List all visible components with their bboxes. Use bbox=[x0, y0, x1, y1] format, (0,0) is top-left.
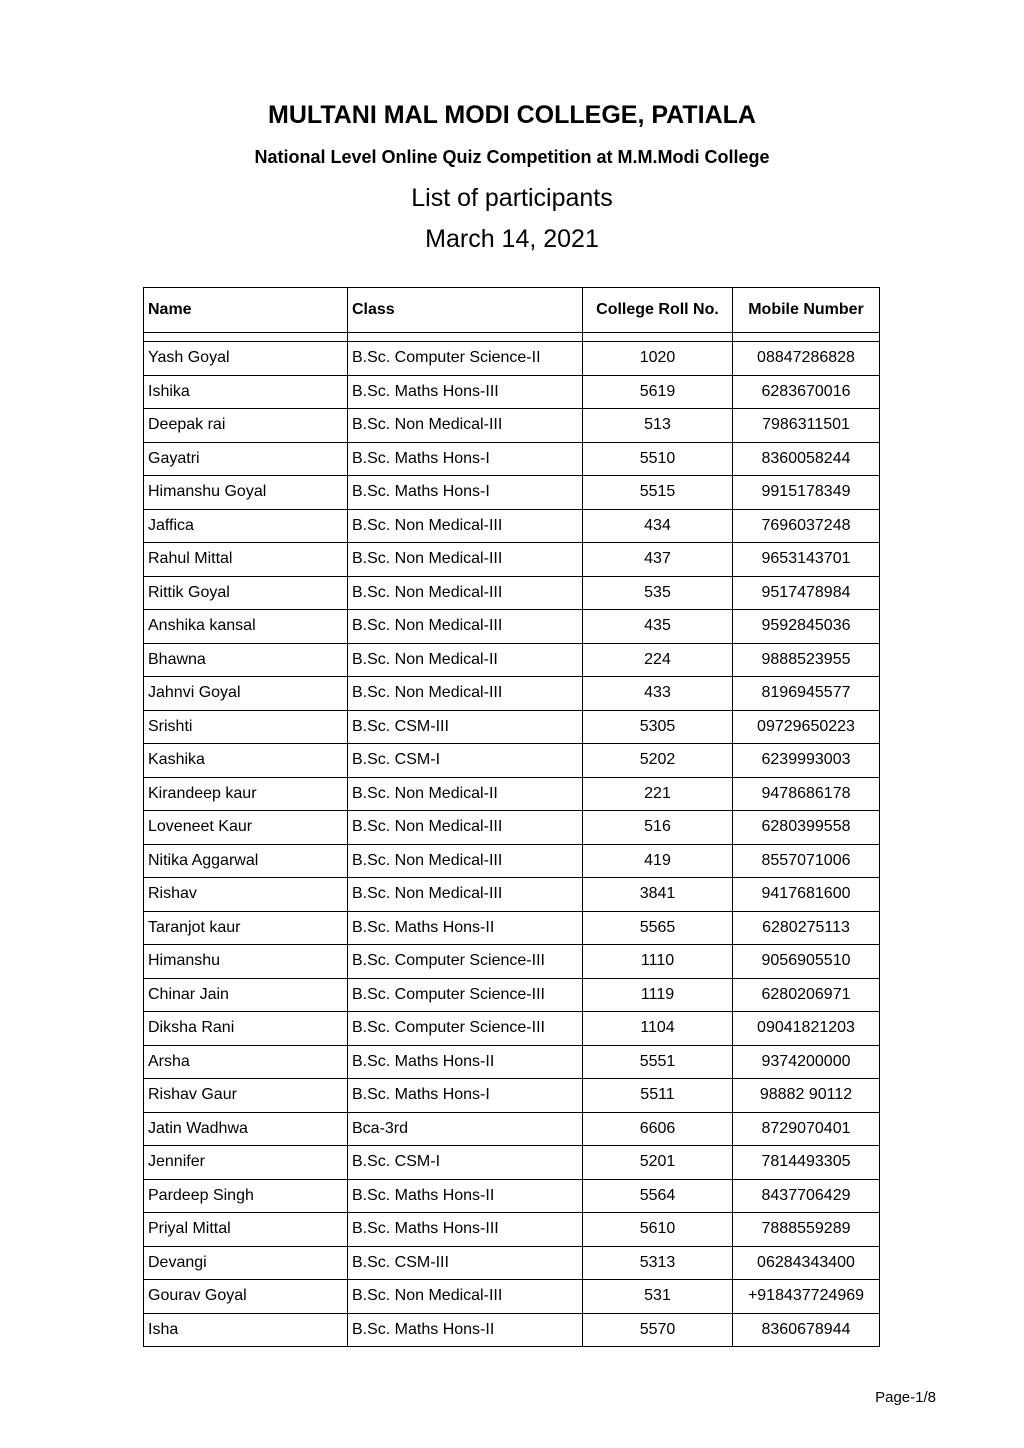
cell-roll-no: 5202 bbox=[583, 744, 733, 778]
cell-class: B.Sc. Maths Hons-II bbox=[348, 1179, 583, 1213]
cell-roll-no: 434 bbox=[583, 509, 733, 543]
cell-roll-no: 5551 bbox=[583, 1045, 733, 1079]
cell-mobile: 6239993003 bbox=[733, 744, 880, 778]
table-row bbox=[144, 1112, 880, 1146]
cell-class: B.Sc. Non Medical-III bbox=[348, 1280, 583, 1314]
cell-name: Rishav bbox=[144, 878, 348, 912]
cell-roll-no: 224 bbox=[583, 643, 733, 677]
cell-class: B.Sc. Maths Hons-II bbox=[348, 1313, 583, 1347]
cell-mobile: 9517478984 bbox=[733, 576, 880, 610]
table-row bbox=[144, 878, 880, 912]
cell-roll-no: 221 bbox=[583, 777, 733, 811]
cell-name: Diksha Rani bbox=[144, 1012, 348, 1046]
cell-class: B.Sc. Maths Hons-I bbox=[348, 1079, 583, 1113]
cell-class: B.Sc. Computer Science-III bbox=[348, 945, 583, 979]
cell-mobile: 7814493305 bbox=[733, 1146, 880, 1180]
cell-class: B.Sc. Non Medical-III bbox=[348, 878, 583, 912]
table-row bbox=[144, 342, 880, 376]
table-row bbox=[144, 476, 880, 510]
cell-mobile: 8729070401 bbox=[733, 1112, 880, 1146]
cell-class: B.Sc. Non Medical-III bbox=[348, 576, 583, 610]
table-row bbox=[144, 409, 880, 443]
cell-mobile: +918437724969 bbox=[733, 1280, 880, 1314]
cell-class: B.Sc. Maths Hons-III bbox=[348, 375, 583, 409]
cell-roll-no: 535 bbox=[583, 576, 733, 610]
cell-class: B.Sc. Non Medical-II bbox=[348, 643, 583, 677]
cell-mobile: 9592845036 bbox=[733, 610, 880, 644]
cell-mobile: 6280206971 bbox=[733, 978, 880, 1012]
cell-roll-no: 5565 bbox=[583, 911, 733, 945]
cell-roll-no: 1020 bbox=[583, 342, 733, 376]
list-heading: List of participants bbox=[411, 184, 613, 212]
cell-name: Rishav Gaur bbox=[144, 1079, 348, 1113]
column-header-class: Class bbox=[348, 288, 583, 333]
cell-name: Jatin Wadhwa bbox=[144, 1112, 348, 1146]
cell-name: Jaffica bbox=[144, 509, 348, 543]
cell-name: Isha bbox=[144, 1313, 348, 1347]
table-row bbox=[144, 1213, 880, 1247]
cell-roll-no: 6606 bbox=[583, 1112, 733, 1146]
participant-rows bbox=[144, 333, 880, 1347]
cell-name: Arsha bbox=[144, 1045, 348, 1079]
cell-class: B.Sc. Non Medical-III bbox=[348, 677, 583, 711]
cell-mobile: 98882 90112 bbox=[733, 1079, 880, 1113]
cell-roll-no: 5570 bbox=[583, 1313, 733, 1347]
cell-roll-no: 1110 bbox=[583, 945, 733, 979]
column-header-mobile: Mobile Number bbox=[733, 288, 880, 333]
page-number: Page-1/8 bbox=[875, 1389, 936, 1406]
cell-name: Gourav Goyal bbox=[144, 1280, 348, 1314]
cell-mobile: 8437706429 bbox=[733, 1179, 880, 1213]
cell-mobile: 9478686178 bbox=[733, 777, 880, 811]
cell-name: Rahul Mittal bbox=[144, 543, 348, 577]
cell-roll-no: 5511 bbox=[583, 1079, 733, 1113]
cell-name: Himanshu Goyal bbox=[144, 476, 348, 510]
college-title: MULTANI MAL MODI COLLEGE, PATIALA bbox=[268, 101, 756, 129]
cell-mobile: 8360678944 bbox=[733, 1313, 880, 1347]
table-row bbox=[144, 1045, 880, 1079]
cell-name: Rittik Goyal bbox=[144, 576, 348, 610]
cell-mobile: 6283670016 bbox=[733, 375, 880, 409]
column-header-name: Name bbox=[144, 288, 348, 333]
table-row bbox=[144, 911, 880, 945]
cell-class: B.Sc. Maths Hons-I bbox=[348, 476, 583, 510]
cell-roll-no: 5510 bbox=[583, 442, 733, 476]
cell-mobile: 9915178349 bbox=[733, 476, 880, 510]
cell-mobile: 9417681600 bbox=[733, 878, 880, 912]
cell-class: B.Sc. Non Medical-III bbox=[348, 543, 583, 577]
table-row bbox=[144, 1146, 880, 1180]
cell-roll-no: 437 bbox=[583, 543, 733, 577]
cell-class: B.Sc. CSM-III bbox=[348, 710, 583, 744]
cell-name: Gayatri bbox=[144, 442, 348, 476]
cell-mobile: 8196945577 bbox=[733, 677, 880, 711]
cell-class: B.Sc. Maths Hons-I bbox=[348, 442, 583, 476]
cell-mobile: 9653143701 bbox=[733, 543, 880, 577]
list-date: March 14, 2021 bbox=[425, 225, 599, 253]
table-row bbox=[144, 1246, 880, 1280]
cell-roll-no: 531 bbox=[583, 1280, 733, 1314]
cell-class: B.Sc. Non Medical-III bbox=[348, 610, 583, 644]
cell-mobile: 6280275113 bbox=[733, 911, 880, 945]
cell-mobile: 7888559289 bbox=[733, 1213, 880, 1247]
spacer-cell bbox=[733, 333, 880, 342]
cell-name: Kashika bbox=[144, 744, 348, 778]
cell-mobile: 9888523955 bbox=[733, 643, 880, 677]
table-row bbox=[144, 543, 880, 577]
cell-name: Ishika bbox=[144, 375, 348, 409]
cell-roll-no: 433 bbox=[583, 677, 733, 711]
cell-mobile: 08847286828 bbox=[733, 342, 880, 376]
cell-roll-no: 513 bbox=[583, 409, 733, 443]
cell-class: B.Sc. Computer Science-III bbox=[348, 978, 583, 1012]
cell-mobile: 7986311501 bbox=[733, 409, 880, 443]
table-row bbox=[144, 576, 880, 610]
cell-class: B.Sc. CSM-I bbox=[348, 1146, 583, 1180]
cell-roll-no: 5610 bbox=[583, 1213, 733, 1247]
cell-roll-no: 435 bbox=[583, 610, 733, 644]
cell-class: B.Sc. Maths Hons-II bbox=[348, 911, 583, 945]
cell-name: Yash Goyal bbox=[144, 342, 348, 376]
cell-class: B.Sc. Computer Science-II bbox=[348, 342, 583, 376]
cell-roll-no: 516 bbox=[583, 811, 733, 845]
cell-mobile: 9374200000 bbox=[733, 1045, 880, 1079]
table-row bbox=[144, 375, 880, 409]
spacer-cell bbox=[583, 333, 733, 342]
cell-name: Jennifer bbox=[144, 1146, 348, 1180]
cell-name: Devangi bbox=[144, 1246, 348, 1280]
table-row bbox=[144, 978, 880, 1012]
table-row bbox=[144, 1012, 880, 1046]
table-row bbox=[144, 1280, 880, 1314]
cell-roll-no: 3841 bbox=[583, 878, 733, 912]
table-row bbox=[144, 777, 880, 811]
table-row bbox=[144, 610, 880, 644]
cell-mobile: 06284343400 bbox=[733, 1246, 880, 1280]
cell-name: Srishti bbox=[144, 710, 348, 744]
table-row bbox=[144, 710, 880, 744]
cell-mobile: 09041821203 bbox=[733, 1012, 880, 1046]
table-row bbox=[144, 677, 880, 711]
cell-name: Bhawna bbox=[144, 643, 348, 677]
cell-name: Kirandeep kaur bbox=[144, 777, 348, 811]
cell-name: Pardeep Singh bbox=[144, 1179, 348, 1213]
cell-class: B.Sc. Computer Science-III bbox=[348, 1012, 583, 1046]
cell-roll-no: 5305 bbox=[583, 710, 733, 744]
cell-class: B.Sc. Non Medical-III bbox=[348, 844, 583, 878]
table-row bbox=[144, 945, 880, 979]
table-row bbox=[144, 844, 880, 878]
cell-name: Taranjot kaur bbox=[144, 911, 348, 945]
cell-name: Deepak rai bbox=[144, 409, 348, 443]
cell-mobile: 8360058244 bbox=[733, 442, 880, 476]
table-row bbox=[144, 1079, 880, 1113]
spacer-cell bbox=[348, 333, 583, 342]
cell-class: B.Sc. CSM-I bbox=[348, 744, 583, 778]
table-row bbox=[144, 643, 880, 677]
cell-name: Loveneet Kaur bbox=[144, 811, 348, 845]
cell-roll-no: 5564 bbox=[583, 1179, 733, 1213]
cell-roll-no: 5201 bbox=[583, 1146, 733, 1180]
cell-roll-no: 1104 bbox=[583, 1012, 733, 1046]
event-subtitle: National Level Online Quiz Competition at M.M.Modi College bbox=[254, 147, 770, 167]
table-row bbox=[144, 744, 880, 778]
table-row bbox=[144, 509, 880, 543]
cell-mobile: 7696037248 bbox=[733, 509, 880, 543]
cell-name: Priyal Mittal bbox=[144, 1213, 348, 1247]
cell-class: B.Sc. CSM-III bbox=[348, 1246, 583, 1280]
cell-name: Jahnvi Goyal bbox=[144, 677, 348, 711]
cell-roll-no: 5313 bbox=[583, 1246, 733, 1280]
cell-roll-no: 5619 bbox=[583, 375, 733, 409]
cell-class: B.Sc. Non Medical-III bbox=[348, 509, 583, 543]
cell-name: Chinar Jain bbox=[144, 978, 348, 1012]
table-header-row bbox=[144, 288, 880, 333]
cell-name: Nitika Aggarwal bbox=[144, 844, 348, 878]
cell-mobile: 6280399558 bbox=[733, 811, 880, 845]
spacer-cell bbox=[144, 333, 348, 342]
column-header-roll-no: College Roll No. bbox=[583, 288, 733, 333]
table-spacer-row bbox=[144, 333, 880, 342]
cell-mobile: 9056905510 bbox=[733, 945, 880, 979]
cell-roll-no: 1119 bbox=[583, 978, 733, 1012]
participants-table bbox=[143, 287, 880, 1347]
cell-name: Himanshu bbox=[144, 945, 348, 979]
table-row bbox=[144, 1179, 880, 1213]
cell-class: B.Sc. Non Medical-II bbox=[348, 777, 583, 811]
cell-name: Anshika kansal bbox=[144, 610, 348, 644]
table-row bbox=[144, 442, 880, 476]
cell-mobile: 8557071006 bbox=[733, 844, 880, 878]
table-row bbox=[144, 811, 880, 845]
table-row bbox=[144, 1313, 880, 1347]
cell-class: Bca-3rd bbox=[348, 1112, 583, 1146]
cell-class: B.Sc. Non Medical-III bbox=[348, 811, 583, 845]
cell-roll-no: 419 bbox=[583, 844, 733, 878]
cell-roll-no: 5515 bbox=[583, 476, 733, 510]
cell-class: B.Sc. Maths Hons-II bbox=[348, 1045, 583, 1079]
cell-class: B.Sc. Maths Hons-III bbox=[348, 1213, 583, 1247]
cell-mobile: 09729650223 bbox=[733, 710, 880, 744]
cell-class: B.Sc. Non Medical-III bbox=[348, 409, 583, 443]
